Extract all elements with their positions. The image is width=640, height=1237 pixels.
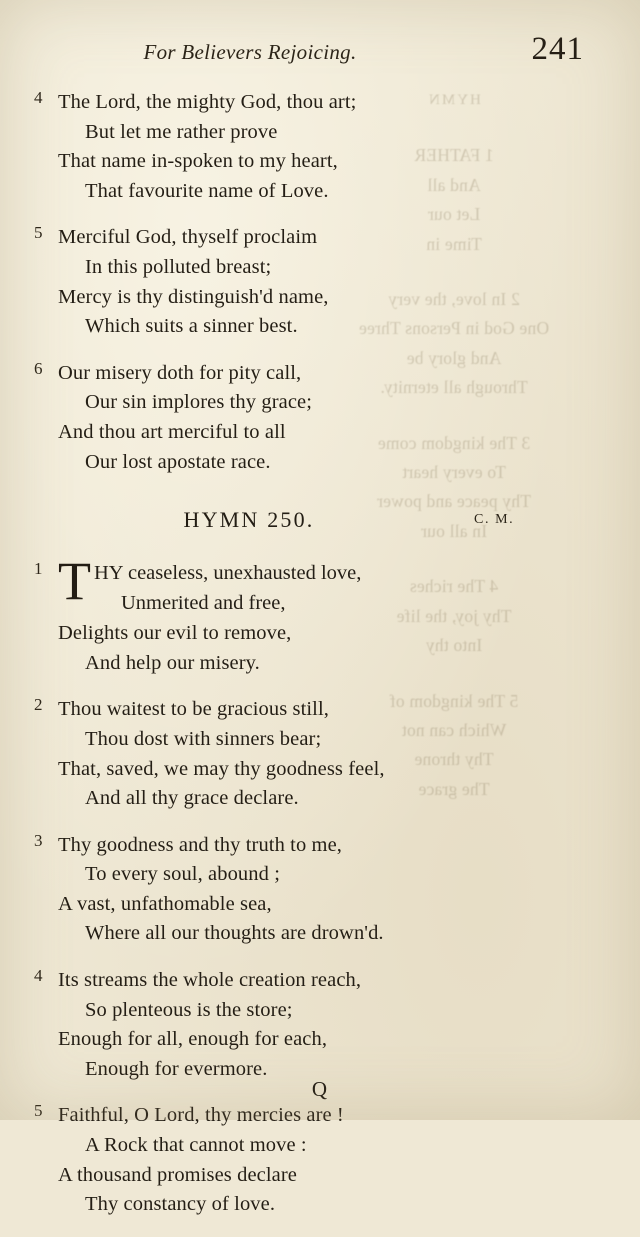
stanza xyxy=(34,695,554,813)
verse-line: Where all our thoughts are drown'd. xyxy=(85,922,384,945)
verse-line: A Rock that cannot move : xyxy=(85,1134,307,1157)
verse-line: To every soul, abound ; xyxy=(85,863,281,886)
verse-line: Which suits a sinner best. xyxy=(85,315,298,338)
page-body xyxy=(34,88,554,1237)
stanza xyxy=(34,966,554,1084)
bleed-line: 2 In love, the very xyxy=(388,289,520,310)
bleed-line: Thy peace and power xyxy=(377,491,531,512)
bleed-line: Through all eternity. xyxy=(380,377,528,398)
verse-line: That name in-spoken to my heart, xyxy=(58,150,338,173)
bleed-line: 1 FATHER xyxy=(414,145,494,166)
stanza-lines xyxy=(58,551,554,678)
verse-line: In this polluted breast; xyxy=(85,255,272,278)
verse-line: So plenteous is the store; xyxy=(85,998,293,1021)
stanza-lines xyxy=(58,695,554,813)
verse-line: Thy goodness and thy truth to me, xyxy=(58,833,343,856)
verse-line: That, saved, we may thy goodness feel, xyxy=(58,757,385,780)
verse-number: 5 xyxy=(34,1101,43,1121)
verse-line: Enough for evermore. xyxy=(85,1057,268,1080)
bleed-line: Which can not xyxy=(401,719,507,740)
signature-mark: Q xyxy=(311,1077,329,1101)
stanza-lines xyxy=(58,966,554,1084)
hymn-meter: C. M. xyxy=(474,512,515,528)
stanza-lines xyxy=(58,359,554,477)
bleed-line: To every heart xyxy=(402,462,506,483)
verse-line: Our misery doth for pity call, xyxy=(58,361,302,384)
verse-line: Our sin implores thy grace; xyxy=(85,391,313,414)
verse-line: Thou waitest to be gracious still, xyxy=(58,698,329,721)
bleed-line: In all our xyxy=(420,520,488,541)
stanza xyxy=(34,88,554,206)
verse-line: HY ceaseless, unexhausted love, xyxy=(94,562,362,585)
bleed-line: 4 The riches xyxy=(409,576,499,597)
stanza-lines xyxy=(58,223,554,341)
bleed-line: And glory be xyxy=(406,347,502,368)
verse-number: 5 xyxy=(34,223,43,243)
running-title: For Believers Rejoicing. xyxy=(143,40,357,64)
bleed-line: Let our xyxy=(427,204,481,225)
bleed-line: 5 The kingdom of xyxy=(389,690,519,711)
verse-line: And thou art merciful to all xyxy=(58,420,286,443)
verse-number: 4 xyxy=(34,88,43,107)
hymn-heading xyxy=(34,507,554,537)
verse-line: And all thy grace declare. xyxy=(85,787,299,810)
verse-line: Mercy is thy distinguish'd name, xyxy=(58,285,329,308)
verse-line: Merciful God, thyself proclaim xyxy=(58,226,318,249)
verse-line: But let me rather prove xyxy=(85,120,278,143)
stanza-lines xyxy=(58,831,554,949)
verse-line: Thou dost with sinners bear; xyxy=(85,727,322,750)
bleed-line: 3 The kingdom come xyxy=(377,432,531,453)
verse-line: Unmerited and free, xyxy=(121,591,286,614)
bleed-line: Time in xyxy=(426,233,482,254)
stanza-lines xyxy=(58,1101,554,1219)
verse-line: The Lord, the mighty God, thou art; xyxy=(58,91,357,113)
bleed-line: HYMN xyxy=(427,92,481,108)
drop-cap: T xyxy=(58,551,91,612)
stanza xyxy=(34,359,554,477)
bleed-line: Thy joy, the life xyxy=(396,605,512,626)
verse-line: And help our misery. xyxy=(85,651,260,674)
hymn-title: HYMN 250. xyxy=(183,507,315,533)
verse-number: 2 xyxy=(34,695,43,715)
verse-line: That favourite name of Love. xyxy=(85,179,329,202)
verse-number: 6 xyxy=(34,358,43,378)
verse-line: Our lost apostate race. xyxy=(85,450,271,473)
verse-line: A thousand promises declare xyxy=(58,1163,297,1186)
bleed-line: The grace xyxy=(418,778,490,799)
bleed-line: Thy throne xyxy=(414,749,494,770)
dropcap-block xyxy=(58,551,554,619)
page-number: 241 xyxy=(531,31,584,67)
stanza-lines xyxy=(58,88,554,206)
verse-line: Faithful, O Lord, thy mercies are ! xyxy=(58,1104,344,1127)
verse-number: 4 xyxy=(34,966,43,986)
stanza xyxy=(34,1101,554,1219)
bleed-line: One God in Persons Three xyxy=(358,318,550,339)
stanza xyxy=(34,831,554,949)
verse-line: A vast, unfathomable sea, xyxy=(58,892,272,915)
stanza xyxy=(34,551,554,678)
page-header xyxy=(0,31,640,74)
verse-number: 1 xyxy=(34,559,43,579)
stanza xyxy=(34,223,554,341)
verse-number: 3 xyxy=(34,830,43,850)
verse-line: Its streams the whole creation reach, xyxy=(58,969,362,992)
bleed-line: Into thy xyxy=(425,635,483,656)
verse-line: Enough for all, enough for each, xyxy=(58,1028,328,1051)
bleed-line: And all xyxy=(427,174,481,195)
verse-line: Delights our evil to remove, xyxy=(58,622,292,645)
verse-line: Thy constancy of love. xyxy=(85,1193,276,1216)
